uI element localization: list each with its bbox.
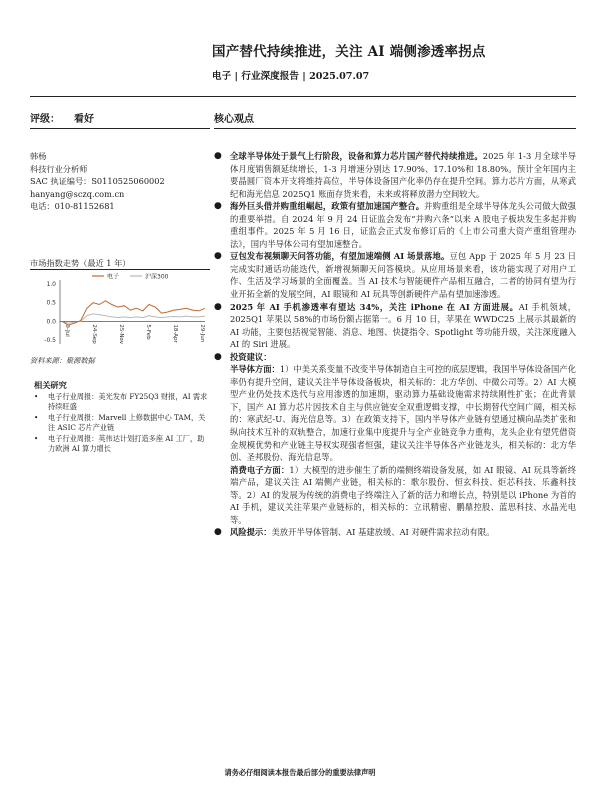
bullet-lead: 2025 年 AI 手机渗透率有望达 34%，关注 iPhone 在 AI 方面进展。: [230, 301, 519, 312]
header-rule: [30, 96, 576, 97]
bullet-body: 2025 年 1-3 月全球半导体月度销售额延续增长，1-3 月增速分别达 17.90%、17.10%和 18.80%。预计全年国内主要晶圆厂资本开支将维持高位，半导体设备国产化率仍存在提升空间。算力芯片方面，从寒武纪和海光信息 2025Q1 账面存货来看，未来或将释放潜力空间较大。: [230, 151, 576, 199]
y-tick-label: 0.0: [46, 318, 56, 326]
analyst-name: 韩杨: [30, 151, 47, 161]
risk-body: 美放开半导体管制、AI 基建放缓、AI 对硬件需求拉动有限。: [271, 527, 495, 538]
bullet-icon: ●: [214, 351, 222, 362]
report-subtitle: 电子 | 行业深度报告 | 2025.07.07: [212, 71, 370, 82]
consumer-label: 消费电子方面：: [230, 464, 290, 475]
analyst-phone: 电话：010-81152681: [30, 201, 115, 212]
rating-value: 看好: [74, 114, 94, 125]
chart-source: 资料来源：聚源数据: [30, 356, 95, 365]
bullet-lead: 全球半导体处于景气上行阶段，设备和算力芯片国产替代持续推进。: [230, 151, 483, 161]
bullet-icon: •: [34, 412, 39, 422]
bullet-icon: ●: [214, 201, 222, 212]
analyst-role: 科技行业分析师: [30, 163, 88, 174]
rating: [30, 110, 94, 125]
bullet-point: [214, 150, 576, 200]
x-tick-label: 18-Apr: [172, 324, 178, 343]
x-tick-label: 25-Nov: [118, 324, 124, 345]
y-tick-label: -0.5: [44, 337, 56, 344]
rating-label: 评级：: [30, 114, 60, 125]
x-tick-label: 24-Sep: [91, 324, 97, 344]
bullet-icon: ●: [214, 301, 222, 312]
consumer-body: 1）大模型的进步催生了新的端侧终端设备发展，如 AI 眼镜、AI 玩具等新终端产品，建议关注 AI 端侧产业链，相关标的：歌尔股份、恒玄科技、炬芯科技、乐鑫科技等。2）AI 的发展为传统的消费电子终端注入了新的活力和增长点，特别是以 iPhone 为首的 AI 手机，建议关注苹果产业链标的，相关标的：立讯精密、鹏鼎控股、蓝思科技、水晶光电等。: [230, 464, 576, 525]
right-rule: [214, 128, 576, 129]
report-title: 国产替代持续推进，关注 AI 端侧渗透率拐点: [212, 44, 486, 60]
legend-label-electronics: 电子: [107, 273, 120, 281]
bullet-icon: •: [34, 392, 39, 401]
bullet-body: 并购重组是全球半导体龙头公司做大做强的重要举措。自 2024 年 9 月 24 日证监会发布“并购六条”以来 A 股电子板块发生多起并购重组事件。2025 年 5 月 16 日，证监会正式发布修订后的《上市公司重大资产重组管理办法》，国内半导体公司有望加速整合。: [230, 201, 576, 249]
related-item[interactable]: • 电子行业周报：英伟达计划打造多座 AI 工厂，助力欧洲 AI 算力增长: [34, 433, 205, 454]
bullet-icon: ●: [214, 251, 222, 262]
bullet-point: [214, 200, 576, 250]
x-tick-label: 9-Jul: [64, 324, 70, 337]
x-tick-label: 29-Jun: [199, 324, 205, 343]
bullet-lead: 海外巨头借并购重组崛起，政策有望加速国产整合。: [230, 201, 425, 212]
related-heading: 相关研究: [34, 380, 67, 390]
related-item[interactable]: • 电子行业周报：美光发布 FY25Q3 财报，AI 需求持续旺盛: [34, 392, 208, 412]
related-item[interactable]: • 电子行业周报：Marvell 上修数据中心 TAM，关注 ASIC 芯片产业链: [34, 412, 206, 433]
semi-label: 半导体方面：: [230, 364, 280, 375]
investment-lead: 投资建议：: [230, 351, 272, 362]
left-rule: [30, 128, 210, 129]
bullet-point: [214, 250, 576, 300]
bullet-body: 豆包 App 于 2025 年 5 月 23 日完成实时通话功能迭代，新增视频聊天问答模块。从应用场景来看，该功能实现了对用户工作、生活及学习场景的全面覆盖。当 AI 技术与智能硬件产品相互融合，二者的协同有望为行业开拓全新的发展空间，AI 眼镜和 AI 玩具等创新硬件产品有望加速渗透。: [230, 251, 576, 300]
bullet-icon: ●: [214, 527, 222, 538]
bullet-lead: 豆包发布视频聊天问答功能，有望加速端侧 AI 场景落地。: [230, 251, 450, 262]
risk-lead: 风险提示：: [230, 527, 272, 538]
legal-disclaimer-footer: 请务必仔细阅读本报告最后部分的重要法律声明: [224, 768, 376, 777]
semi-body: 1）中美关系变量不改变半导体制造自主可控的底层逻辑，我国半导体设备国产化率仍有提升空间，建议关注半导体设备板块，相关标的：北方华创、中微公司等。2）AI 大模型产业仍处技术迭代与应用渗透的加速期，驱动算力基础设施需求持续刚性扩张；在此背景下，国产 AI 算力芯片因技术自主与供应链安全双重逻辑支撑，中长期替代空间广阔，相关标的：寒武纪-U、海光信息等。3）在政策支持下，国内半导体产业链有望通过横向品类扩张和纵向技术互补的双轨整合，加速行业集中度提升与全产业链竞争力重构，龙头企业有望凭借资金规模优势和产业链主导权实现强者恒强，建议关注半导体各产业链龙头，相关标的：北方华创、圣邦股份、海光信息等。: [230, 364, 576, 463]
analyst-sac: SAC 执证编号：S0110525060002: [30, 176, 165, 187]
y-tick-label: 0.5: [46, 299, 56, 307]
bullet-body: AI 手机领域，2025Q1 苹果以 58%的市场份额占据第一。6 月 10 日，苹果在 WWDC25 上展示其最新的 AI 功能，主要包括视觉智能、消息、地图、快捷指令、Spotlight 等功能升级，关注深度融入 AI 的 Siri 进展。: [230, 301, 576, 350]
bullet-point-investment: [214, 351, 576, 527]
chart-legend: [92, 273, 169, 281]
bullet-point-risk: [214, 526, 576, 539]
analyst-email[interactable]: hanyang@sczq.com.cn: [30, 188, 125, 199]
bullet-icon: ●: [214, 151, 222, 161]
related-list: [34, 392, 210, 454]
bullet-point: [214, 301, 576, 351]
core-views-body: [214, 150, 576, 539]
core-heading: 核心观点: [214, 114, 254, 125]
y-tick-label: 1.0: [46, 281, 56, 288]
market-index-chart: [30, 270, 210, 350]
analyst-block: [30, 150, 210, 213]
x-tick-label: 5-Feb: [145, 324, 151, 340]
bullet-icon: •: [34, 433, 39, 443]
legend-label-csi300: 沪深300: [145, 273, 169, 281]
chart-caption: 市场指数走势（最近 1 年）: [30, 258, 131, 268]
